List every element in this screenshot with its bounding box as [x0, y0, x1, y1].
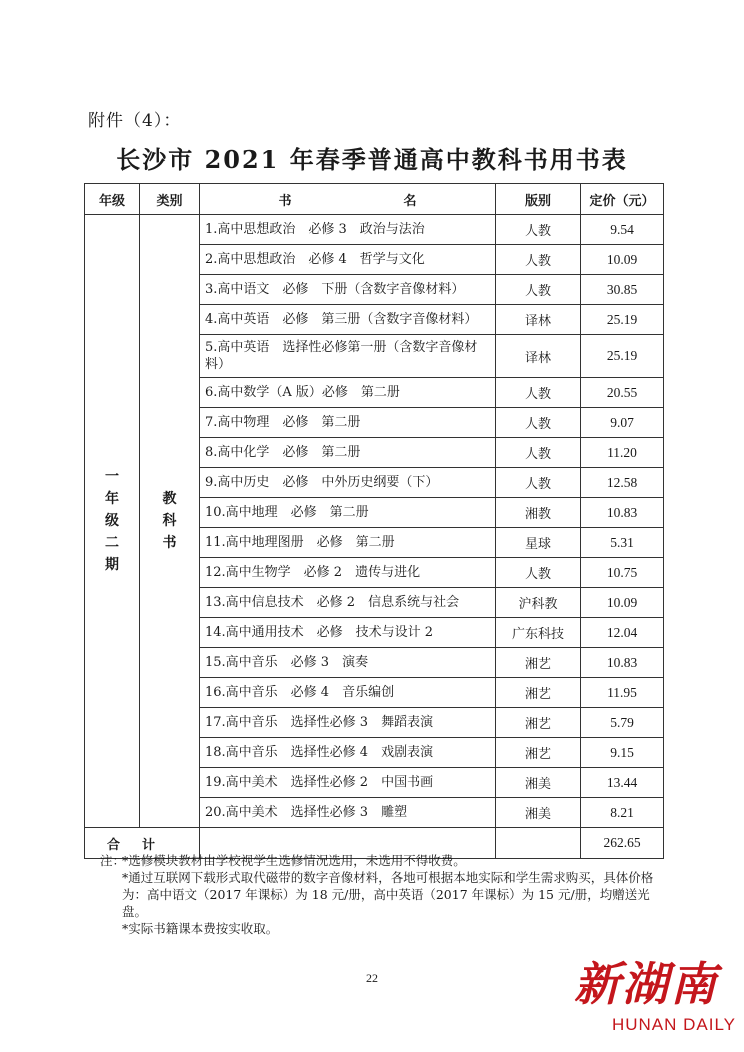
grade-char: 年	[105, 491, 119, 507]
book-title: 13.高中信息技术 必修 2 信息系统与社会	[200, 588, 496, 618]
book-title: 3.高中语文 必修 下册（含数字音像材料）	[200, 275, 496, 305]
category-char: 科	[162, 513, 177, 529]
book-edition: 湘艺	[496, 678, 581, 708]
book-edition: 人教	[496, 245, 581, 275]
book-edition: 湘艺	[496, 648, 581, 678]
book-price: 11.95	[581, 678, 664, 708]
book-edition: 沪科教	[496, 588, 581, 618]
notes-label: 注：	[100, 853, 126, 868]
category-char: 书	[162, 535, 177, 551]
book-edition: 译林	[496, 305, 581, 335]
logo-chinese-text: 新湖南	[574, 957, 718, 1011]
book-title: 17.高中音乐 选择性必修 3 舞蹈表演	[200, 708, 496, 738]
header-category: 类别	[140, 184, 200, 215]
book-title: 9.高中历史 必修 中外历史纲要（下）	[200, 468, 496, 498]
book-title: 7.高中物理 必修 第二册	[200, 408, 496, 438]
book-price: 30.85	[581, 275, 664, 305]
header-edition: 版别	[496, 184, 581, 215]
attachment-label: 附件（4）：	[88, 111, 182, 131]
book-price: 9.54	[581, 215, 664, 245]
book-title: 18.高中音乐 选择性必修 4 戏剧表演	[200, 738, 496, 768]
note-item: *通过互联网下载形式取代磁带的数字音像材料，各地可根据本地实际和学生需求购买，具体价格为：高中语文（2017 年课标）为 18 元/册，高中英语（2017 年课标）为 15 元/册，均赠送光盘。	[122, 870, 654, 919]
book-edition: 湘艺	[496, 738, 581, 768]
book-price: 10.09	[581, 588, 664, 618]
book-price: 20.55	[581, 378, 664, 408]
book-edition: 湘教	[496, 498, 581, 528]
book-edition: 人教	[496, 215, 581, 245]
book-title: 8.高中化学 必修 第二册	[200, 438, 496, 468]
book-title: 19.高中美术 选择性必修 2 中国书画	[200, 768, 496, 798]
total-label: 合计	[85, 828, 200, 859]
book-price: 12.58	[581, 468, 664, 498]
hunan-daily-logo	[556, 955, 736, 1047]
book-title: 14.高中通用技术 必修 技术与设计 2	[200, 618, 496, 648]
book-price: 11.20	[581, 438, 664, 468]
page-number: 22	[366, 971, 378, 985]
total-price: 262.65	[581, 828, 664, 859]
book-price: 5.31	[581, 528, 664, 558]
book-price: 12.04	[581, 618, 664, 648]
book-title: 1.高中思想政治 必修 3 政治与法治	[200, 215, 496, 245]
book-price: 9.07	[581, 408, 664, 438]
book-edition: 人教	[496, 438, 581, 468]
header-grade: 年级	[85, 184, 140, 215]
table-row	[85, 215, 664, 245]
book-title: 6.高中数学（A 版）必修 第二册	[200, 378, 496, 408]
book-title: 15.高中音乐 必修 3 演奏	[200, 648, 496, 678]
book-price: 9.15	[581, 738, 664, 768]
grade-char: 二	[105, 535, 119, 551]
book-price: 13.44	[581, 768, 664, 798]
book-price: 25.19	[581, 335, 664, 378]
grade-cell	[85, 215, 140, 828]
notes-section	[100, 852, 666, 937]
grade-char: 一	[105, 469, 119, 485]
header-title-char: 书	[278, 193, 292, 209]
book-title: 10.高中地理 必修 第二册	[200, 498, 496, 528]
note-item: *实际书籍课本费按实收取。	[122, 921, 279, 936]
grade-char: 级	[105, 513, 119, 529]
book-price: 10.09	[581, 245, 664, 275]
logo-english-text: HUNAN DAILY	[611, 1015, 736, 1034]
book-title: 11.高中地理图册 必修 第二册	[200, 528, 496, 558]
book-price: 10.83	[581, 648, 664, 678]
book-title: 20.高中美术 选择性必修 3 雕塑	[200, 798, 496, 828]
book-edition: 人教	[496, 378, 581, 408]
book-title: 2.高中思想政治 必修 4 哲学与文化	[200, 245, 496, 275]
header-price: 定价（元）	[581, 184, 664, 215]
book-edition: 人教	[496, 558, 581, 588]
book-price: 10.83	[581, 498, 664, 528]
book-edition: 人教	[496, 468, 581, 498]
book-edition: 星球	[496, 528, 581, 558]
note-item: *选修模块教材由学校视学生选修情况选用，未选用不得收费。	[122, 853, 466, 868]
category-cell	[140, 215, 200, 828]
book-price: 8.21	[581, 798, 664, 828]
book-edition: 湘美	[496, 798, 581, 828]
book-edition: 湘艺	[496, 708, 581, 738]
book-title: 4.高中英语 必修 第三册（含数字音像材料）	[200, 305, 496, 335]
header-title-char: 名	[403, 193, 417, 209]
book-price: 10.75	[581, 558, 664, 588]
book-edition: 人教	[496, 408, 581, 438]
book-edition: 人教	[496, 275, 581, 305]
grade-char: 期	[105, 557, 119, 573]
book-price: 5.79	[581, 708, 664, 738]
book-edition: 湘美	[496, 768, 581, 798]
category-char: 教	[162, 491, 177, 507]
book-edition: 译林	[496, 335, 581, 378]
page-title: 长沙市 2021 年春季普通高中教科书用书表	[116, 145, 628, 174]
book-edition: 广东科技	[496, 618, 581, 648]
book-title: 16.高中音乐 必修 4 音乐编创	[200, 678, 496, 708]
book-title: 12.高中生物学 必修 2 遗传与进化	[200, 558, 496, 588]
table-header-row	[85, 184, 664, 215]
book-title: 5.高中英语 选择性必修第一册（含数字音像材料）	[200, 335, 496, 378]
book-price: 25.19	[581, 305, 664, 335]
header-title	[200, 184, 496, 215]
textbook-table	[84, 183, 664, 859]
